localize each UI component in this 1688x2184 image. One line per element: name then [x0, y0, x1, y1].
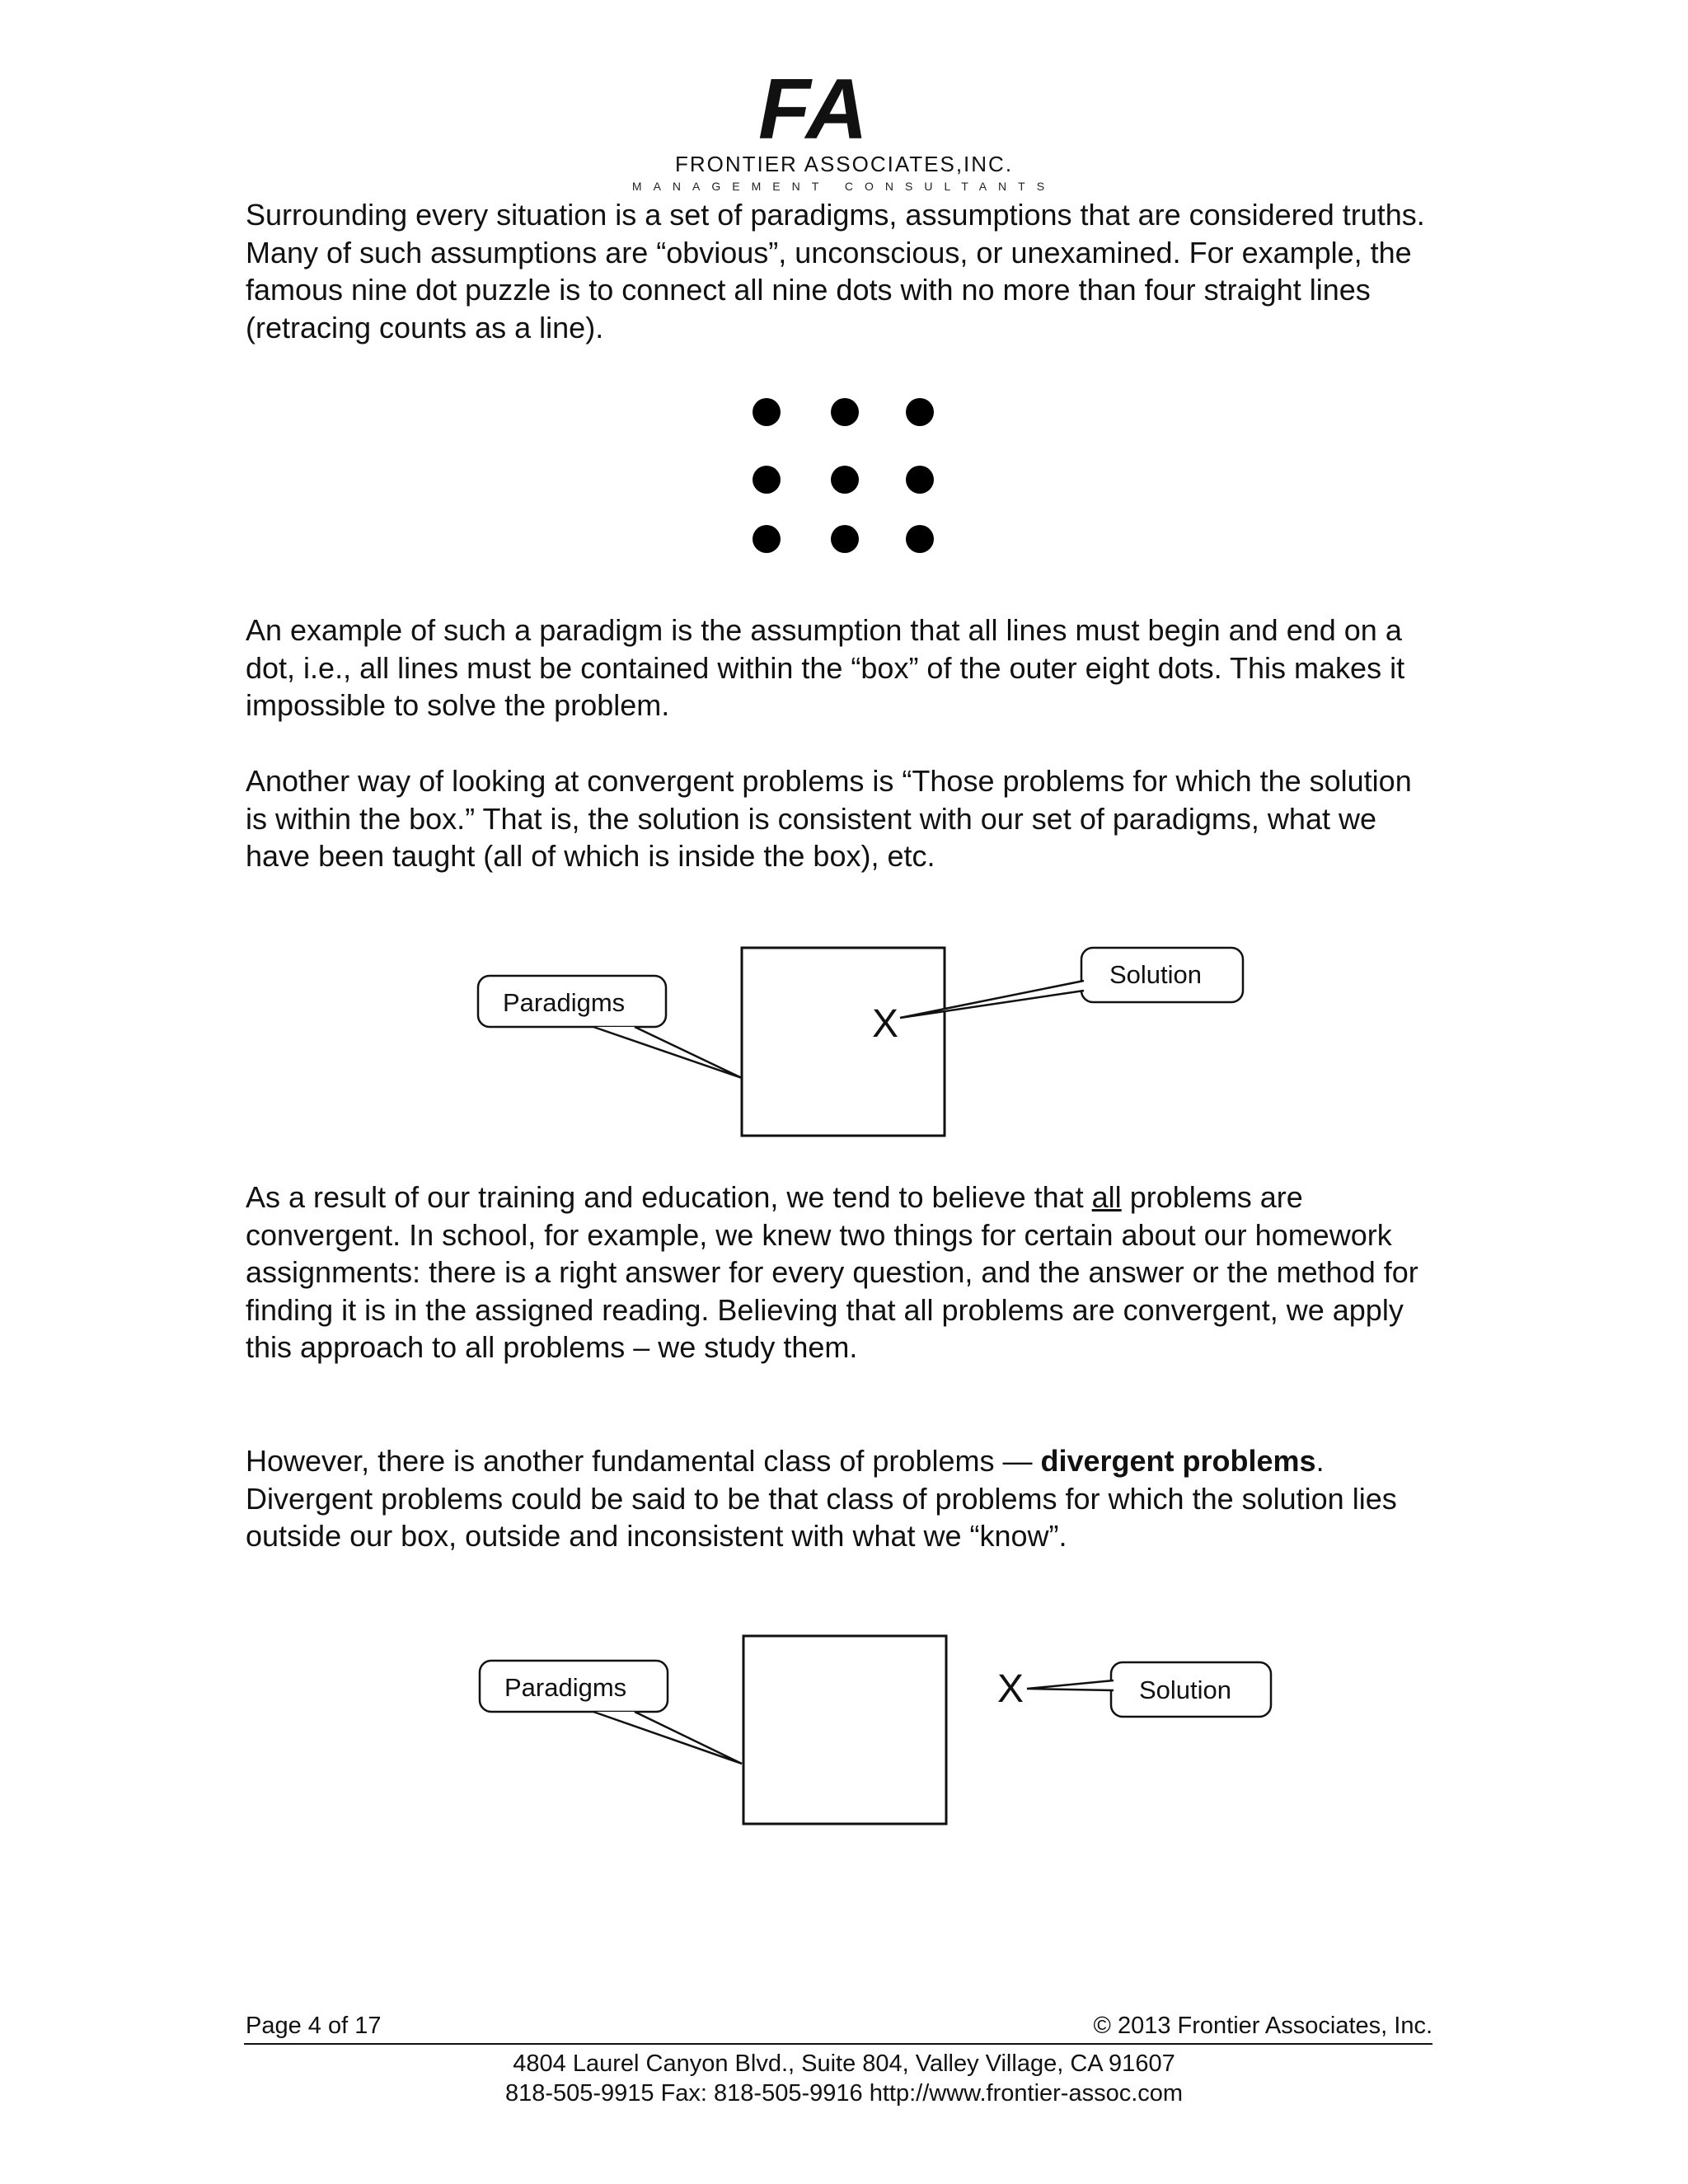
solution-pointer	[1027, 1680, 1114, 1690]
dot	[831, 398, 859, 426]
p5-bold-term: divergent problems	[1040, 1444, 1316, 1478]
company-name: FRONTIER ASSOCIATES,INC.	[674, 152, 1014, 176]
dot	[906, 466, 934, 494]
dot	[753, 398, 781, 426]
logo-text: FA	[758, 73, 868, 143]
p5-text-after: . Divergent problems could be said to be that class of problems for which the solution lies outside our box, outside and inconsistent with what we “know”.	[246, 1444, 1397, 1553]
copyright: © 2013 Frontier Associates, Inc.	[1093, 2013, 1432, 2039]
dot	[831, 525, 859, 553]
p5-text-before: However, there is another fundamental class of problems —	[246, 1444, 1041, 1478]
paragraph-divergent	[246, 1442, 1432, 1555]
letterhead	[0, 0, 1688, 198]
nine-dot-puzzle	[725, 387, 956, 573]
dot	[906, 398, 934, 426]
paradigms-pointer	[593, 1027, 742, 1078]
fa-logo	[758, 73, 923, 148]
solution-label: Solution	[1139, 1675, 1232, 1704]
dot	[906, 525, 934, 553]
paradigms-label: Paradigms	[504, 1673, 627, 1702]
paradigms-label: Paradigms	[503, 988, 626, 1017]
solution-pointer	[900, 981, 1084, 1018]
dot	[831, 466, 859, 494]
dot	[753, 466, 781, 494]
paradigm-box	[742, 948, 945, 1136]
divergent-diagram	[470, 1628, 1286, 1830]
p4-underlined-word: all	[1091, 1180, 1122, 1214]
solution-label: Solution	[1109, 960, 1203, 989]
paragraph-convergent: Another way of looking at convergent problems is “Those problems for which the solution is within the box.” That is, the solution is consistent with our set of paradigms, what we have been taught (all of which is inside the box), etc.	[246, 764, 1412, 873]
paradigm-box	[743, 1636, 946, 1824]
dot	[753, 525, 781, 553]
footer-divider	[244, 2043, 1432, 2045]
paragraph-training	[246, 1179, 1432, 1366]
p4-text-after: problems are convergent. In school, for example, we knew two things for certain about our homework assignments: there is a right answer for every question, and the answer or the method for finding it is in the assigned reading. Believing that all problems are convergent, we apply this approach to all problems – we study them.	[246, 1180, 1418, 1364]
footer-contact: 818-505-9915 Fax: 818-505-9916 http://www.frontier-assoc.com	[504, 2080, 1184, 2107]
solution-x-mark: X	[997, 1667, 1025, 1711]
paradigms-pointer	[593, 1712, 742, 1764]
page-number: Page 4 of 17	[246, 2013, 382, 2039]
paragraph-intro: Surrounding every situation is a set of paradigms, assumptions that are considered truths. Many of such assumptions are “obvious”, unconscious, or unexamined. For example, the famous nine dot puzzle is to connect all nine dots with no more than four straight lines (retracing counts as a line).	[246, 198, 1425, 344]
paragraph-paradigm-example: An example of such a paradigm is the assumption that all lines must begin and end on a dot, i.e., all lines must be contained within the “box” of the outer eight dots. This makes it impossible to solve the problem.	[246, 613, 1405, 722]
company-tagline: MANAGEMENT CONSULTANTS	[631, 180, 1057, 193]
p4-text-before: As a result of our training and education, we tend to believe that	[246, 1180, 1092, 1214]
convergent-diagram	[470, 940, 1261, 1141]
solution-x-mark: X	[872, 1002, 899, 1046]
footer-address: 4804 Laurel Canyon Blvd., Suite 804, Valley Village, CA 91607	[513, 2050, 1175, 2077]
